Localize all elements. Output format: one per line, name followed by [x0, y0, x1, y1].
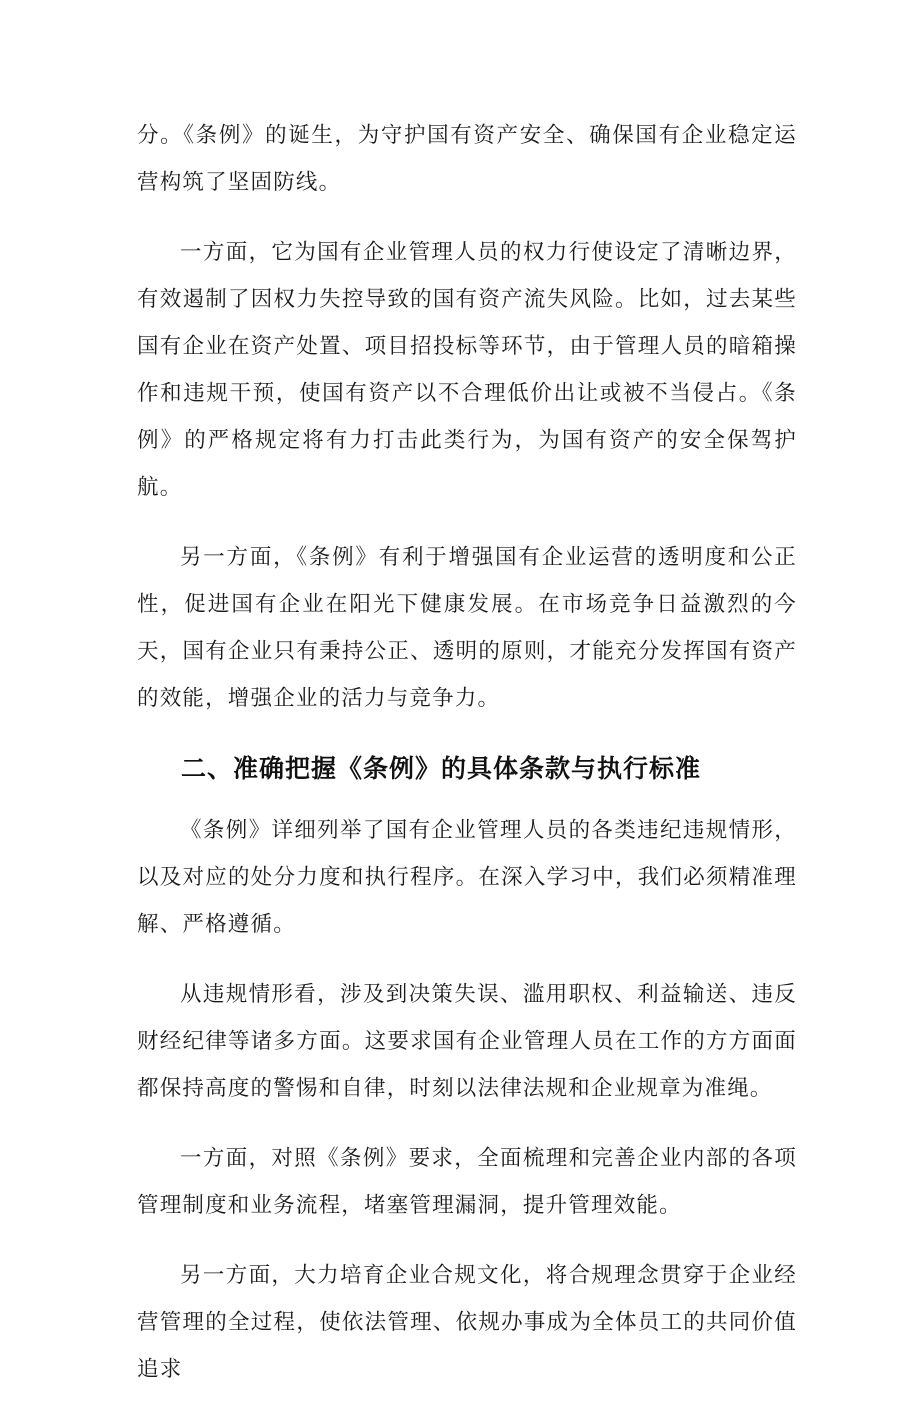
paragraph-compliance-culture: 另一方面，大力培育企业合规文化，将合规理念贯穿于企业经营管理的全过程，使依法管理、依规办事成为全体员工的共同价值追求: [137, 1263, 797, 1382]
paragraph-continuation: 分。《条例》的诞生，为守护国有资产安全、确保国有企业稳定运营构筑了坚固防线。: [137, 123, 797, 195]
document-body: [137, 112, 797, 1416]
paragraph-transparency: 另一方面，《条例》有利于增强国有企业运营的透明度和公正性，促进国有企业在阳光下健康发展。在市场竞争日益激烈的今天，国有企业只有秉持公正、透明的原则，才能充分发挥国有资产的效能，增强企业的活力与竞争力。: [137, 545, 797, 711]
paragraph-boundaries: 一方面，它为国有企业管理人员的权力行使设定了清晰边界，有效遏制了因权力失控导致的国有资产流失风险。比如，过去某些国有企业在资产处置、项目招投标等环节，由于管理人员的暗箱操作和违规干预，使国有资产以不合理低价出让或被不当侵占。《条例》的严格规定将有力打击此类行为，为国有资产的安全保驾护航。: [137, 240, 797, 500]
paragraph-violations: 从违规情形看，涉及到决策失误、滥用职权、利益输送、违反财经纪律等诸多方面。这要求国有企业管理人员在工作的方方面面都保持高度的警惕和自律，时刻以法律法规和企业规章为准绳。: [137, 982, 797, 1101]
paragraph-regulation-details: 《条例》详细列举了国有企业管理人员的各类违纪违规情形，以及对应的处分力度和执行程序。在深入学习中，我们必须精准理解、严格遵循。: [137, 818, 797, 937]
section-heading: 二、准确把握《条例》的具体条款与执行标准: [181, 754, 702, 783]
paragraph-management-system: 一方面，对照《条例》要求，全面梳理和完善企业内部的各项管理制度和业务流程，堵塞管理漏洞，提升管理效能。: [137, 1146, 797, 1218]
